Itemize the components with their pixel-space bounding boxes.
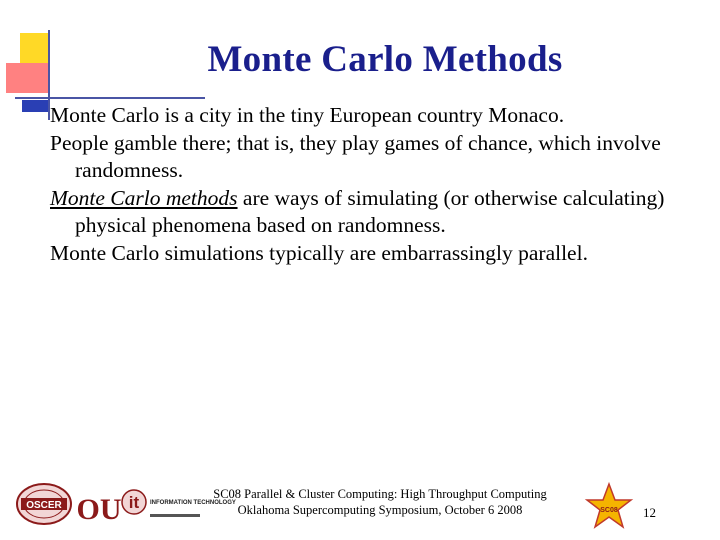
bullet-1 xyxy=(50,102,690,130)
bullet-3 xyxy=(50,185,690,240)
bullet-3-text: are ways of simulating (or otherwise calculating) physical phenomena based on randomness. xyxy=(75,185,665,237)
decor-horizontal-line xyxy=(15,97,205,99)
slide-title: Monte Carlo Methods xyxy=(207,39,563,80)
oscer-logo-text: OSCER xyxy=(26,500,62,511)
sc08-star-logo xyxy=(585,482,633,530)
sc08-star-text: SC08 xyxy=(600,507,618,514)
decor-red-square xyxy=(6,63,48,93)
decor-yellow-square xyxy=(20,33,50,63)
page-number: 12 xyxy=(643,505,656,520)
slide-body xyxy=(50,102,690,267)
footer-line-1: SC08 Parallel & Cluster Computing: High Throughput Computing xyxy=(213,487,547,501)
bullet-4-text: Monte Carlo simulations typically are embarrassingly parallel. xyxy=(50,240,588,265)
footer-line-2: Oklahoma Supercomputing Symposium, October 6 2008 xyxy=(237,503,523,517)
it-logo-text: it xyxy=(128,493,140,512)
bullet-3-emphasis: Monte Carlo methods xyxy=(50,185,238,210)
ou-logo xyxy=(76,483,122,527)
it-logo-subtext: INFORMATION TECHNOLOGY xyxy=(150,500,236,506)
ou-logo-text: OU xyxy=(76,493,122,526)
decor-blue-bar xyxy=(22,100,50,112)
bullet-2 xyxy=(50,130,690,185)
bullet-4 xyxy=(50,240,690,268)
bullet-1-text: Monte Carlo is a city in the tiny European country Monaco. xyxy=(50,103,565,127)
oscer-logo xyxy=(15,482,73,526)
bullet-2-text: People gamble there; that is, they play games of chance, which involve randomness. xyxy=(50,130,661,182)
footer-caption xyxy=(160,486,600,518)
